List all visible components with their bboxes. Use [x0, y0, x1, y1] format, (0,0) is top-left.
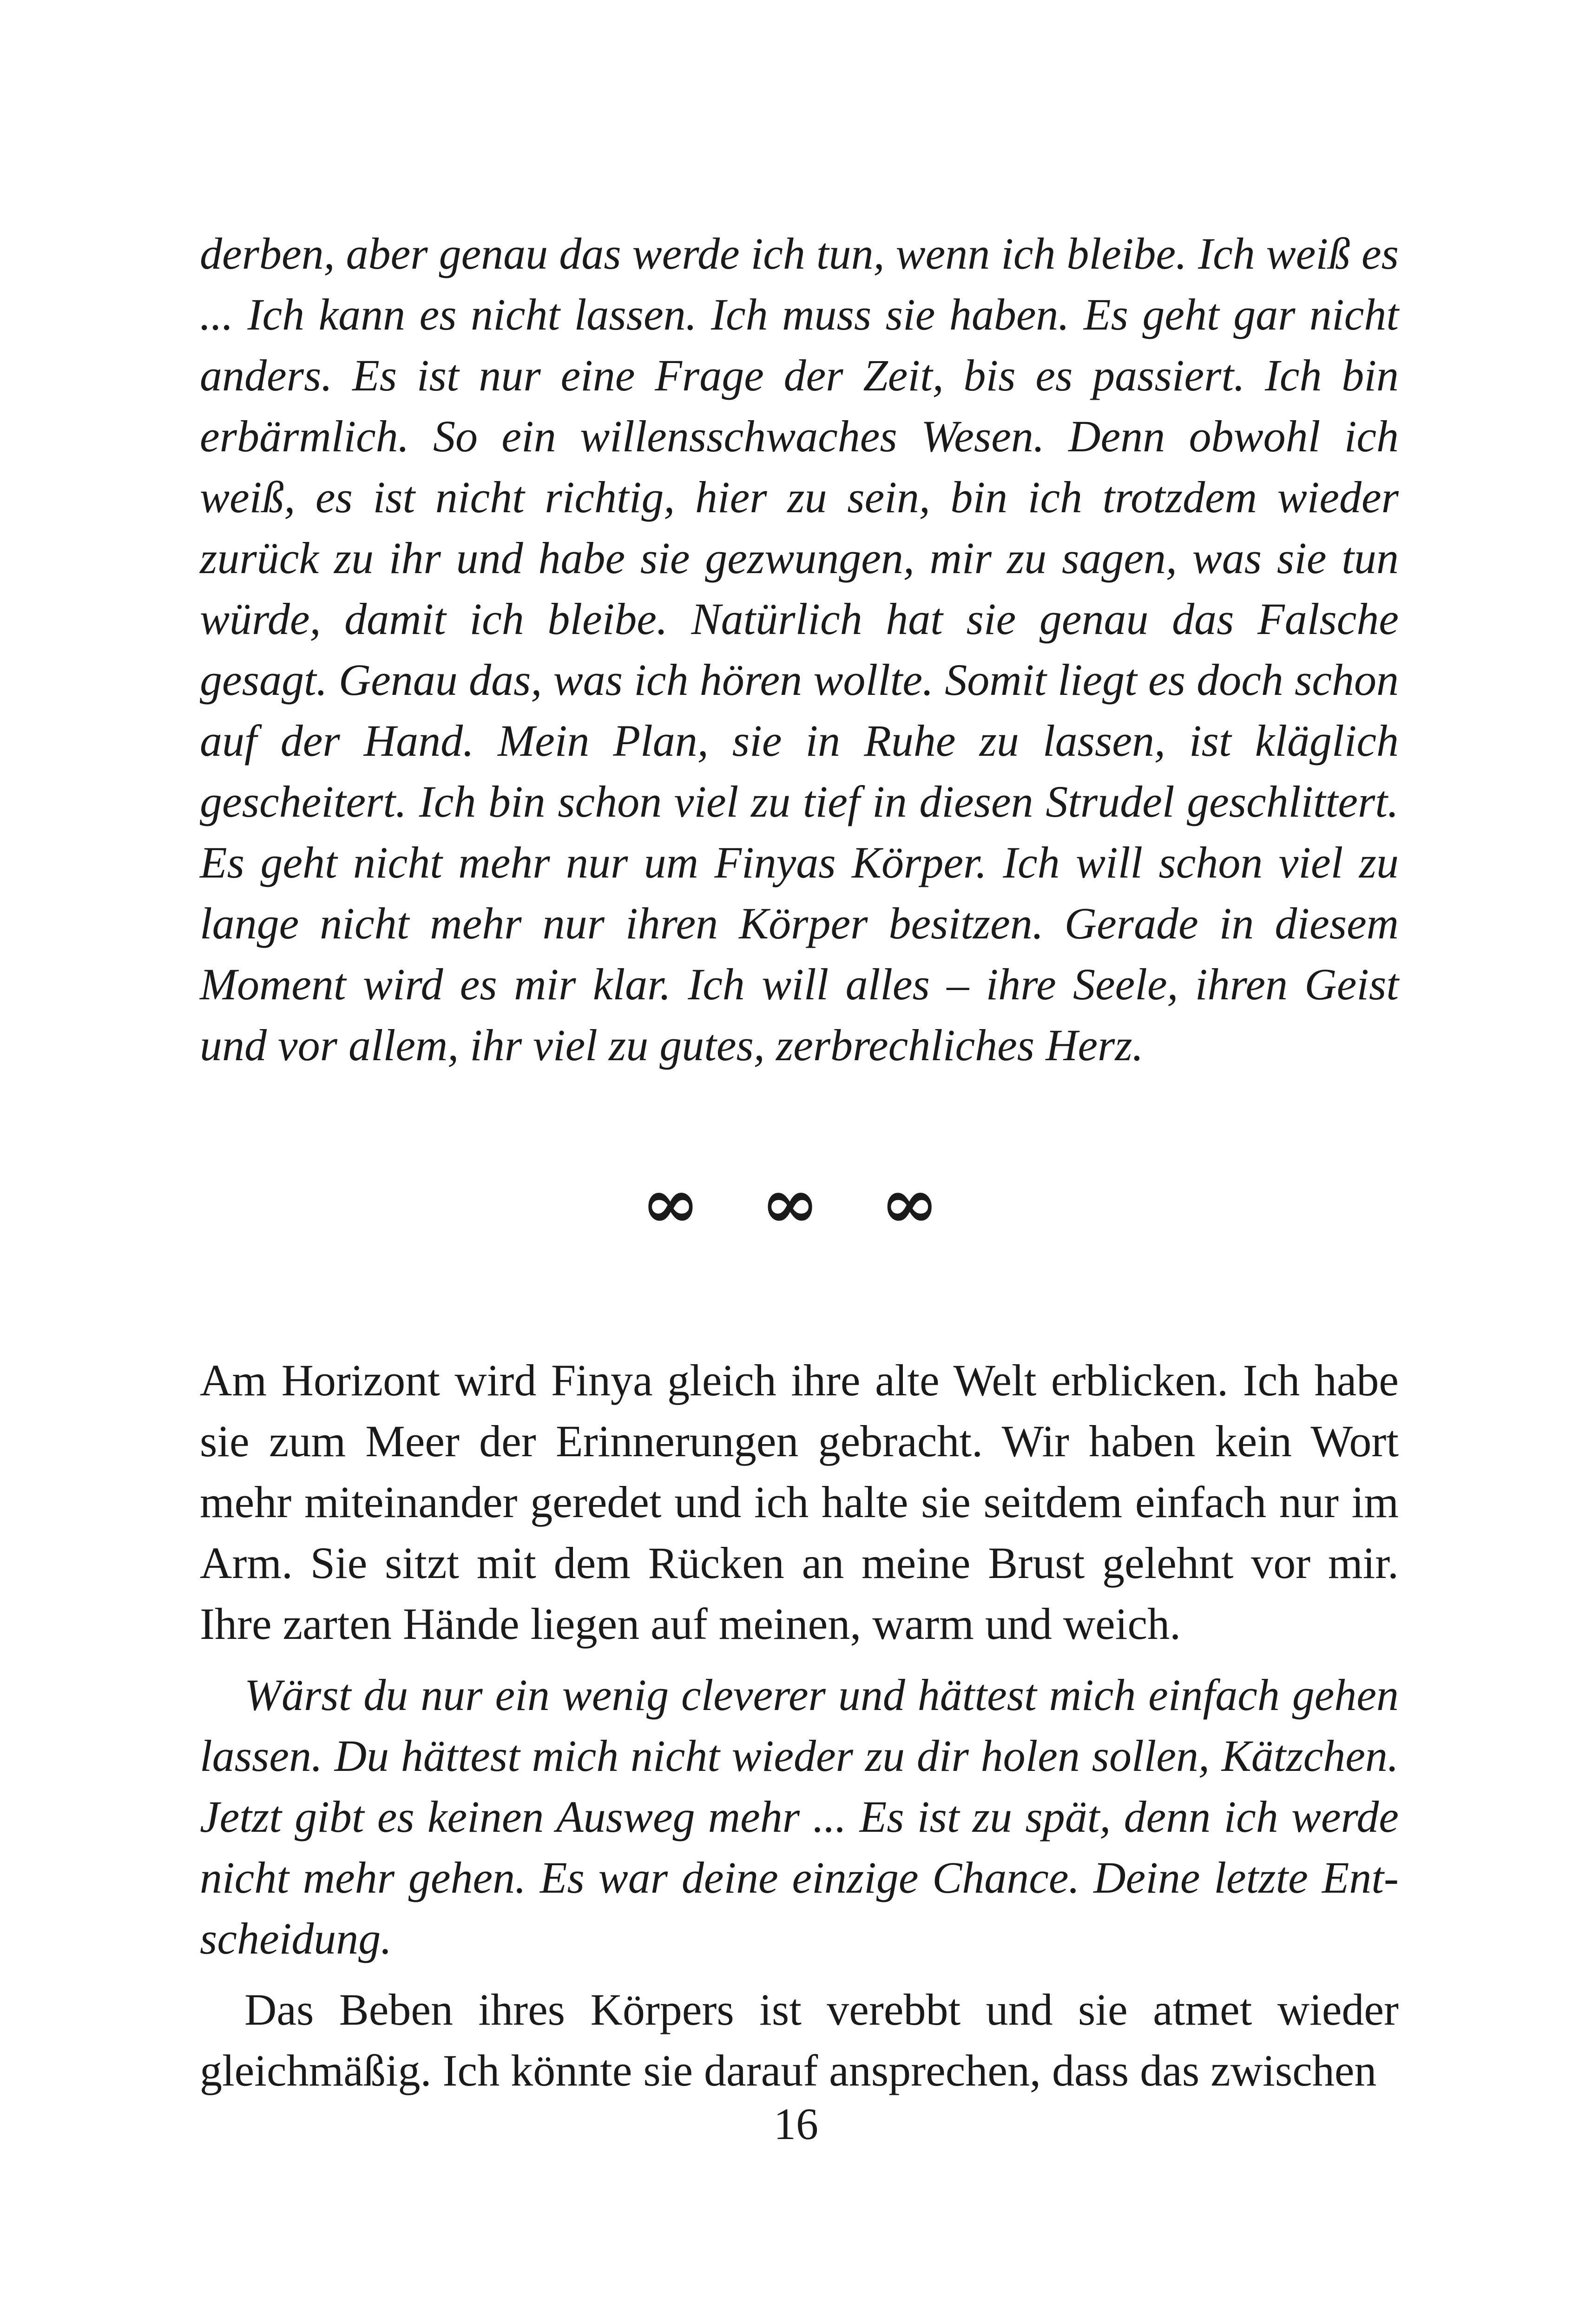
book-page [200, 223, 1399, 2101]
paragraph-trembling: Das Beben ihres Körpers ist verebbt und sie atmet wieder gleichmäßig. Ich könnte sie darauf ansprechen, dass das zwischen [200, 1985, 1399, 2095]
section-separator: ∞ ∞ ∞ [641, 1162, 957, 1244]
italic-paragraph-thoughts: derben, aber genau das werde ich tun, wenn ich bleibe. Ich weiß es ... Ich kann es nicht lassen. Ich muss sie haben. Es geht gar nicht anders. Es ist nur eine Frage der Zeit, bis es passiert. Ich bin erbärmlich. So ein willensschwaches Wesen. Denn obwohl ich weiß, es ist nicht richtig, hier zu sein, bin ich trotzdem wieder zurück zu ihr und habe sie gezwungen, mir zu sagen, was sie tun würde, damit ich bleibe. Natürlich hat sie genau das Falsche gesagt. Genau das, was ich hören wollte. Somit liegt es doch schon auf der Hand. Mein Plan, sie in Ruhe zu lassen, ist kläglich gescheitert. Ich bin schon viel zu tief in diesen Strudel geschlittert. Es geht nicht mehr nur um Finyas Körper. Ich will schon viel zu lange nicht mehr nur ihren Körper besitzen. Gerade in diesem Moment wird es mir klar. Ich will alles – ihre Seele, ihren Geist und vor allem, ihr viel zu gutes, zerbrechliches Herz. [200, 229, 1399, 1070]
italic-paragraph-inner-monologue: Wärst du nur ein wenig cleverer und hättest mich einfach gehen lassen. Du hättest mich nicht wieder zu dir holen sollen, Kätzchen. Jetzt gibt es keinen Ausweg mehr ... Es ist zu spät, denn ich werde nicht mehr gehen. Es war deine einzige Chance. Deine letzte Entscheidung. [200, 1670, 1399, 1963]
page-number: 16 [774, 2099, 818, 2149]
paragraph-horizon: Am Horizont wird Finya gleich ihre alte Welt erblicken. Ich habe sie zum Meer der Erinnerungen gebracht. Wir haben kein Wort mehr miteinander geredet und ich halte sie seitdem einfach nur im Arm. Sie sitzt mit dem Rücken an meine Brust gelehnt vor mir. Ihre zarten Hände liegen auf meinen, warm und weich. [200, 1355, 1399, 1649]
